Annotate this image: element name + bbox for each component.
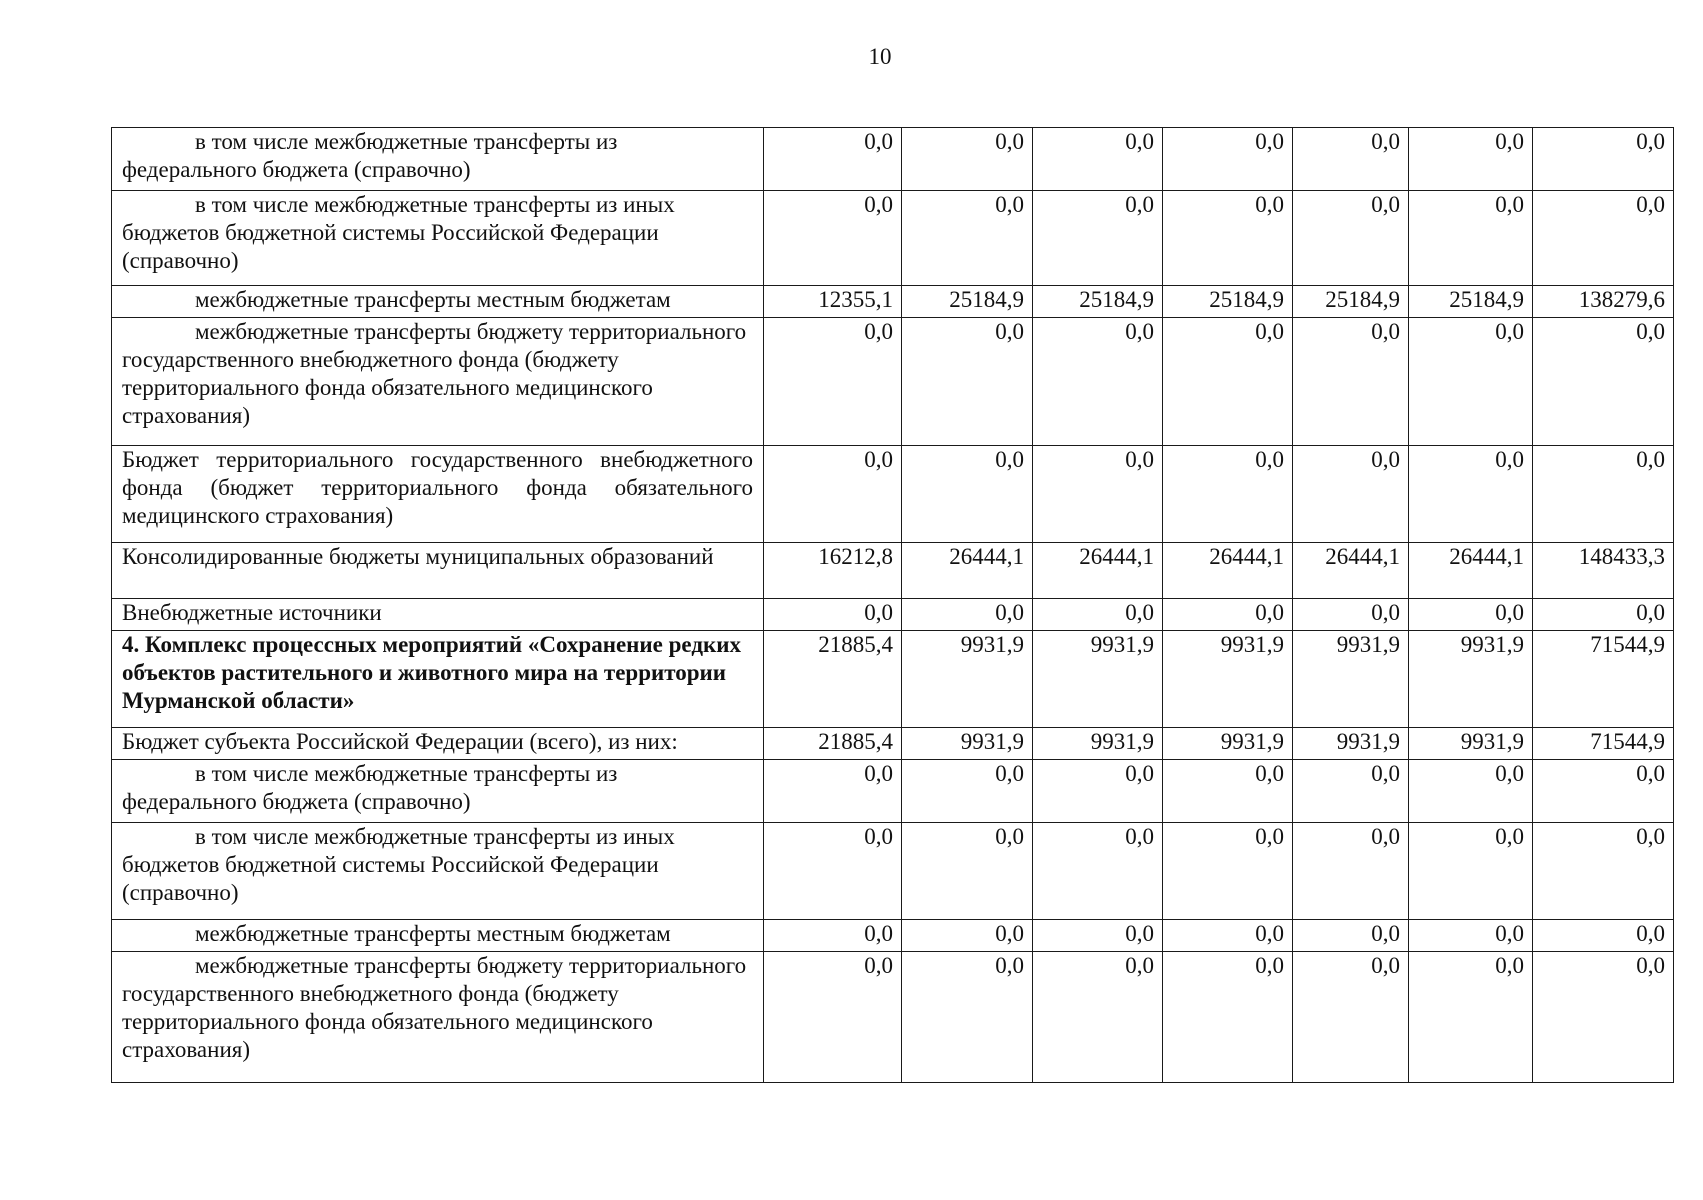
value-cell: 0,0 xyxy=(902,191,1033,286)
value-cell: 9931,9 xyxy=(1409,631,1533,728)
row-label: Внебюджетные источники xyxy=(112,599,764,631)
row-label: 4. Комплекс процессных мероприятий «Сохранение редких объектов растительного и животного мира на территории Мурманской области» xyxy=(112,631,764,728)
row-label: в том числе межбюджетные трансферты из федерального бюджета (справочно) xyxy=(112,128,764,191)
value-cell: 25184,9 xyxy=(1293,286,1409,318)
value-cell: 0,0 xyxy=(1533,952,1674,1083)
value-cell: 0,0 xyxy=(1163,952,1293,1083)
value-cell: 0,0 xyxy=(1533,446,1674,543)
table-row xyxy=(112,543,1674,599)
value-cell: 0,0 xyxy=(902,760,1033,823)
value-cell: 9931,9 xyxy=(1163,631,1293,728)
value-cell: 26444,1 xyxy=(1293,543,1409,599)
row-label: в том числе межбюджетные трансферты из федерального бюджета (справочно) xyxy=(112,760,764,823)
value-cell: 0,0 xyxy=(1033,952,1163,1083)
value-cell: 25184,9 xyxy=(1033,286,1163,318)
value-cell: 138279,6 xyxy=(1533,286,1674,318)
value-cell: 0,0 xyxy=(1033,191,1163,286)
value-cell: 21885,4 xyxy=(764,728,902,760)
table-row xyxy=(112,318,1674,446)
row-label: в том числе межбюджетные трансферты из иных бюджетов бюджетной системы Российской Федерации (справочно) xyxy=(112,823,764,920)
value-cell: 0,0 xyxy=(764,599,902,631)
value-cell: 0,0 xyxy=(764,920,902,952)
value-cell: 9931,9 xyxy=(1293,728,1409,760)
value-cell: 9931,9 xyxy=(1033,631,1163,728)
budget-table xyxy=(111,127,1674,1083)
value-cell: 0,0 xyxy=(1533,823,1674,920)
value-cell: 0,0 xyxy=(902,318,1033,446)
value-cell: 0,0 xyxy=(1163,128,1293,191)
value-cell: 0,0 xyxy=(1409,823,1533,920)
value-cell: 0,0 xyxy=(1533,191,1674,286)
value-cell: 0,0 xyxy=(1163,446,1293,543)
value-cell: 0,0 xyxy=(902,952,1033,1083)
value-cell: 0,0 xyxy=(1533,760,1674,823)
value-cell: 0,0 xyxy=(1409,128,1533,191)
value-cell: 0,0 xyxy=(1533,599,1674,631)
row-label: в том числе межбюджетные трансферты из иных бюджетов бюджетной системы Российской Федерации (справочно) xyxy=(112,191,764,286)
value-cell: 0,0 xyxy=(1409,920,1533,952)
value-cell: 0,0 xyxy=(1409,599,1533,631)
table-row xyxy=(112,128,1674,191)
row-label: Консолидированные бюджеты муниципальных образований xyxy=(112,543,764,599)
value-cell: 26444,1 xyxy=(902,543,1033,599)
value-cell: 0,0 xyxy=(1163,599,1293,631)
value-cell: 148433,3 xyxy=(1533,543,1674,599)
value-cell: 9931,9 xyxy=(1409,728,1533,760)
value-cell: 9931,9 xyxy=(1033,728,1163,760)
value-cell: 0,0 xyxy=(1293,823,1409,920)
value-cell: 0,0 xyxy=(764,952,902,1083)
value-cell: 0,0 xyxy=(902,128,1033,191)
value-cell: 0,0 xyxy=(1293,128,1409,191)
table-row xyxy=(112,631,1674,728)
table-row xyxy=(112,920,1674,952)
value-cell: 26444,1 xyxy=(1163,543,1293,599)
value-cell: 0,0 xyxy=(1293,920,1409,952)
value-cell: 0,0 xyxy=(1533,128,1674,191)
value-cell: 0,0 xyxy=(1409,760,1533,823)
value-cell: 25184,9 xyxy=(902,286,1033,318)
value-cell: 0,0 xyxy=(764,191,902,286)
value-cell: 9931,9 xyxy=(902,631,1033,728)
value-cell: 0,0 xyxy=(1163,191,1293,286)
value-cell: 0,0 xyxy=(1409,446,1533,543)
value-cell: 0,0 xyxy=(1163,318,1293,446)
value-cell: 25184,9 xyxy=(1163,286,1293,318)
value-cell: 0,0 xyxy=(1533,318,1674,446)
value-cell: 0,0 xyxy=(764,823,902,920)
value-cell: 0,0 xyxy=(902,823,1033,920)
row-label: межбюджетные трансферты местным бюджетам xyxy=(112,286,764,318)
value-cell: 12355,1 xyxy=(764,286,902,318)
value-cell: 25184,9 xyxy=(1409,286,1533,318)
table-row xyxy=(112,599,1674,631)
table-row xyxy=(112,286,1674,318)
value-cell: 0,0 xyxy=(1163,920,1293,952)
table-row xyxy=(112,446,1674,543)
row-label: межбюджетные трансферты местным бюджетам xyxy=(112,920,764,952)
value-cell: 16212,8 xyxy=(764,543,902,599)
value-cell: 26444,1 xyxy=(1409,543,1533,599)
value-cell: 0,0 xyxy=(1293,760,1409,823)
value-cell: 71544,9 xyxy=(1533,728,1674,760)
value-cell: 0,0 xyxy=(1293,318,1409,446)
value-cell: 0,0 xyxy=(764,760,902,823)
value-cell: 71544,9 xyxy=(1533,631,1674,728)
value-cell: 0,0 xyxy=(764,318,902,446)
value-cell: 0,0 xyxy=(1033,599,1163,631)
row-label: межбюджетные трансферты бюджету территориального государственного внебюджетного фонда (бюджету территориального фонда обязательного медицинского страхования) xyxy=(112,952,764,1083)
value-cell: 0,0 xyxy=(1293,446,1409,543)
value-cell: 0,0 xyxy=(902,920,1033,952)
value-cell: 0,0 xyxy=(902,599,1033,631)
value-cell: 0,0 xyxy=(1033,823,1163,920)
value-cell: 0,0 xyxy=(1033,318,1163,446)
value-cell: 21885,4 xyxy=(764,631,902,728)
row-label: межбюджетные трансферты бюджету территориального государственного внебюджетного фонда (бюджету территориального фонда обязательного медицинского страхования) xyxy=(112,318,764,446)
value-cell: 0,0 xyxy=(1293,952,1409,1083)
value-cell: 0,0 xyxy=(1033,128,1163,191)
value-cell: 9931,9 xyxy=(1293,631,1409,728)
value-cell: 0,0 xyxy=(1163,760,1293,823)
value-cell: 0,0 xyxy=(1033,446,1163,543)
value-cell: 0,0 xyxy=(1293,191,1409,286)
row-label: Бюджет территориального государственного внебюджетного фонда (бюджет территориального фонда обязательного медицинского страхования) xyxy=(112,446,764,543)
table-row xyxy=(112,728,1674,760)
value-cell: 0,0 xyxy=(1293,599,1409,631)
table-row xyxy=(112,823,1674,920)
value-cell: 0,0 xyxy=(1409,952,1533,1083)
value-cell: 0,0 xyxy=(1533,920,1674,952)
table-body xyxy=(112,128,1674,1083)
value-cell: 0,0 xyxy=(764,128,902,191)
value-cell: 9931,9 xyxy=(1163,728,1293,760)
page-number: 10 xyxy=(868,44,892,69)
value-cell: 0,0 xyxy=(1033,760,1163,823)
table-row xyxy=(112,952,1674,1083)
value-cell: 26444,1 xyxy=(1033,543,1163,599)
value-cell: 9931,9 xyxy=(902,728,1033,760)
row-label: Бюджет субъекта Российской Федерации (всего), из них: xyxy=(112,728,764,760)
table-row xyxy=(112,760,1674,823)
value-cell: 0,0 xyxy=(1409,191,1533,286)
value-cell: 0,0 xyxy=(1409,318,1533,446)
value-cell: 0,0 xyxy=(902,446,1033,543)
value-cell: 0,0 xyxy=(1033,920,1163,952)
value-cell: 0,0 xyxy=(1163,823,1293,920)
table-row xyxy=(112,191,1674,286)
value-cell: 0,0 xyxy=(764,446,902,543)
